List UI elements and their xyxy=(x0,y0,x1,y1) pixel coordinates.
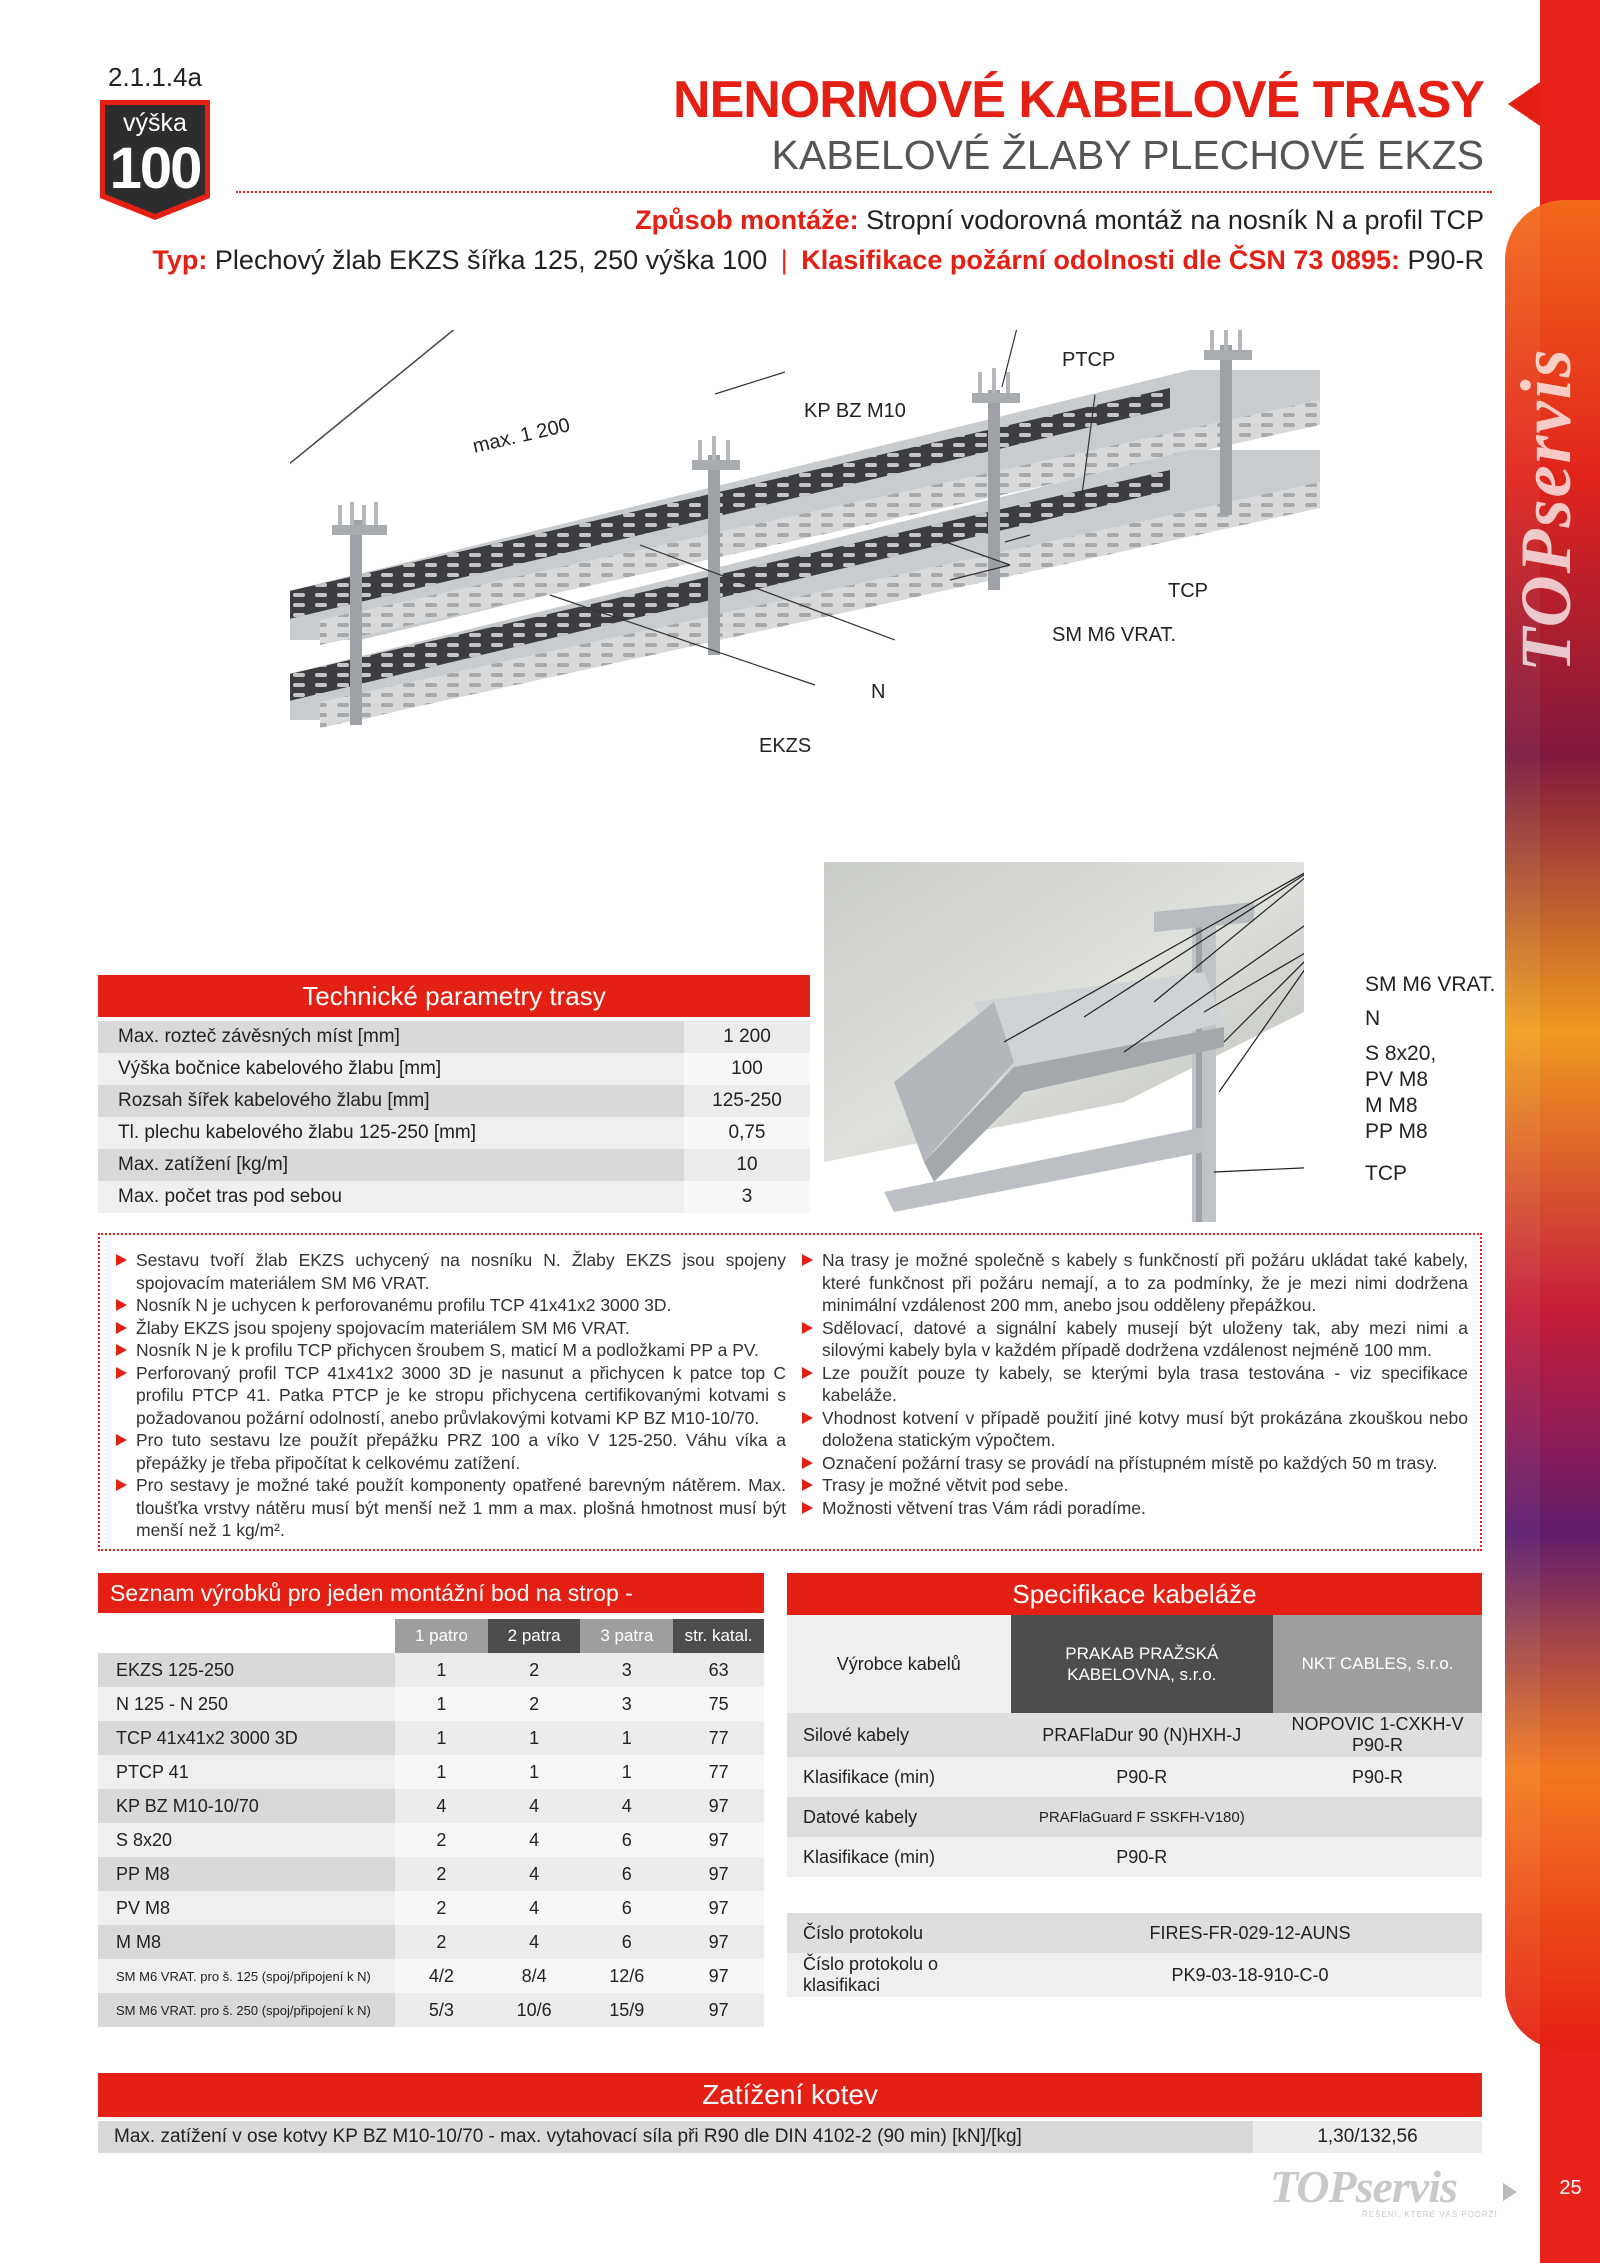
cable-tray-diagram xyxy=(290,330,1360,790)
anchor-load-value: 1,30/132,56 xyxy=(1253,2121,1482,2153)
column-header: 3 patra xyxy=(580,1619,673,1653)
callout-ptcp: PTCP xyxy=(1062,349,1116,371)
cable-spec-table xyxy=(787,1615,1482,1877)
column-header: 2 patra xyxy=(488,1619,581,1653)
list-item: Žlaby EKZS jsou spojeny spojovacím materiálem SM M6 VRAT. xyxy=(114,1317,786,1340)
notes-left xyxy=(114,1249,786,1542)
list-item: Nosník N je uchycen k perforovanému profilu TCP 41x41x2 3000 3D. xyxy=(114,1294,786,1317)
column-header: str. katal. xyxy=(673,1619,764,1653)
table-row xyxy=(98,1085,810,1117)
param-value: 0,75 xyxy=(684,1117,810,1149)
table-row xyxy=(98,1181,810,1213)
param-label: Výška bočnice kabelového žlabu [mm] xyxy=(98,1053,684,1085)
column-header: 1 patro xyxy=(395,1619,488,1653)
list-item: Sdělovací, datové a signální kabely musejí být uloženy tak, aby mezi nimi a silovými kabely byla v každém případě dodržena vzdálenost nejméně 100 mm. xyxy=(800,1317,1468,1362)
table-row: Číslo protokolu FIRES-FR-029-12-AUNS xyxy=(787,1913,1482,1953)
type-line xyxy=(152,245,1484,276)
param-label: Rozsah šířek kabelového žlabu [mm] xyxy=(98,1085,684,1117)
table-header-row xyxy=(98,1619,764,1653)
param-value: 125-250 xyxy=(684,1085,810,1117)
param-label: Max. zatížení [kg/m] xyxy=(98,1149,684,1181)
separator: | xyxy=(780,245,788,275)
photo-callout-tcp: TCP xyxy=(1365,1162,1407,1185)
section-code: 2.1.1.4a xyxy=(108,62,202,92)
product-list-title: Seznam výrobků pro jeden montážní bod na strop - xyxy=(98,1573,764,1613)
photo-callout-m-m8: M M8 xyxy=(1365,1094,1418,1117)
param-value: 3 xyxy=(684,1181,810,1213)
badge-number: 100 xyxy=(109,136,201,201)
classification-value: P90-R xyxy=(1399,245,1484,275)
table-row: PP M8 2 4 6 97 xyxy=(98,1857,764,1891)
anchor-load-row xyxy=(98,2121,1482,2153)
protocol-table xyxy=(787,1913,1482,1997)
table-header-row xyxy=(787,1615,1482,1713)
photo-callout-pv-m8: PV M8 xyxy=(1365,1068,1429,1091)
anchor-load-label: Max. zatížení v ose kotvy KP BZ M10-10/70 - max. vytahovací síla při R90 dle DIN 4102-2 (90 min) [kN]/[kg] xyxy=(98,2121,1253,2153)
page-subtitle: KABELOVÉ ŽLABY PLECHOVÉ EKZS xyxy=(771,132,1484,178)
list-item: Perforovaný profil TCP 41x41x2 3000 3D je nasunut a přichycen k patce top C profilu PTCP 41. Patka PTCP je ke stropu přichycena certifikovanými kotvami s požadovanou požární odolností, anebo průvlakovými kotvami KP BZ M10-10/70. xyxy=(114,1362,786,1430)
table-row: Klasifikace (min) P90-R P90-R xyxy=(787,1757,1482,1797)
maker-prakab: PRAKAB PRAŽSKÁ KABELOVNA, s.r.o. xyxy=(1011,1615,1273,1713)
photo-callout-pp-m8: PP M8 xyxy=(1365,1120,1428,1143)
param-label: Max. počet tras pod sebou xyxy=(98,1181,684,1213)
technical-parameters-title: Technické parametry trasy xyxy=(98,975,810,1017)
footer-tagline: ŘEŠENÍ, KTERÉ VÁS PODRŽÍ xyxy=(1362,2210,1498,2219)
list-item: Vhodnost kotvení v případě použití jiné kotvy musí být prokázána zkouškou nebo doložena statickým výpočtem. xyxy=(800,1407,1468,1452)
table-row: Silové kabely PRAFlaDur 90 (N)HXH-J NOPOVIC 1-CXKH-V P90-R xyxy=(787,1713,1482,1757)
param-value: 1 200 xyxy=(684,1021,810,1053)
product-list-table xyxy=(98,1619,764,2027)
maker-label: Výrobce kabelů xyxy=(787,1615,1011,1713)
table-row: S 8x20 2 4 6 97 xyxy=(98,1823,764,1857)
table-row: PV M8 2 4 6 97 xyxy=(98,1891,764,1925)
param-value: 10 xyxy=(684,1149,810,1181)
photo-callout-n: N xyxy=(1365,1007,1381,1030)
dimension-label: max. 1 200 xyxy=(470,414,573,458)
callout-kp-bz: KP BZ M10 xyxy=(804,400,906,422)
cable-spec-title: Specifikace kabeláže xyxy=(787,1573,1482,1615)
notes-right xyxy=(800,1249,1468,1519)
table-row xyxy=(98,1149,810,1181)
table-row: M M8 2 4 6 97 xyxy=(98,1925,764,1959)
page-number: 25 xyxy=(1559,2177,1582,2199)
list-item: Pro sestavy je možné také použít komponenty opatřené barevným nátěrem. Max. tloušťka vrstvy nátěru musí být menší než 1 mm a max. plošná hmotnost musí být menší než 1 kg/m². xyxy=(114,1474,786,1542)
list-item: Označení požární trasy se provádí na přístupném místě po každých 50 m trasy. xyxy=(800,1452,1468,1475)
param-label: Max. rozteč závěsných míst [mm] xyxy=(98,1021,684,1053)
photo-callout-s8x20: S 8x20, xyxy=(1365,1042,1437,1065)
header-divider xyxy=(236,191,1492,193)
footer-logo: TOPservis xyxy=(1270,2161,1457,2212)
table-row: N 125 - N 250 1 2 3 75 xyxy=(98,1687,764,1721)
table-row: PTCP 41 1 1 1 77 xyxy=(98,1755,764,1789)
maker-nkt: NKT CABLES, s.r.o. xyxy=(1273,1615,1482,1713)
table-row xyxy=(98,1117,810,1149)
list-item: Pro tuto sestavu lze použít přepážku PRZ 100 a víko V 125-250. Váhu víka a přepážky je třeba připočítat k celkovému zatížení. xyxy=(114,1429,786,1474)
notes-box xyxy=(98,1233,1482,1551)
list-item: Na trasy je možné společně s kabely s funkčností při požáru ukládat také kabely, které funkčnost při požáru nemají, a to za podmínky, že je mezi nimi dodržena minimální vzdálenost 200 mm, anebo jsou odděleny přepážkou. xyxy=(800,1249,1468,1317)
param-value: 100 xyxy=(684,1053,810,1085)
callout-sm-m6: SM M6 VRAT. xyxy=(1052,624,1177,646)
table-row: KP BZ M10-10/70 4 4 4 97 xyxy=(98,1789,764,1823)
mounting-label: Způsob montáže: xyxy=(635,205,859,235)
mounting-method xyxy=(635,205,1484,236)
list-item: Nosník N je k profilu TCP přichycen šroubem S, maticí M a podložkami PP a PV. xyxy=(114,1339,786,1362)
type-value: Plechový žlab EKZS šířka 125, 250 výška 100 xyxy=(207,245,768,275)
table-row: SM M6 VRAT. pro š. 125 (spoj/připojení k N) 4/2 8/4 12/6 97 xyxy=(98,1959,764,1993)
header-arrow-notch xyxy=(1508,82,1540,126)
list-item: Možnosti větvení tras Vám rádi poradíme. xyxy=(800,1497,1468,1520)
table-row xyxy=(98,1021,810,1053)
table-row xyxy=(98,1053,810,1085)
badge-label: výška xyxy=(123,109,187,137)
technical-parameters xyxy=(98,975,810,1213)
footer-arrow-icon xyxy=(1503,2183,1517,2201)
page-title: NENORMOVÉ KABELOVÉ TRASY xyxy=(673,71,1484,129)
table-row: Datové kabely PRAFlaGuard F SSKFH-V180) xyxy=(787,1797,1482,1837)
table-row: TCP 41x41x2 3000 3D 1 1 1 77 xyxy=(98,1721,764,1755)
table-row: SM M6 VRAT. pro š. 250 (spoj/připojení k N) 5/3 10/6 15/9 97 xyxy=(98,1993,764,2027)
classification-label: Klasifikace požární odolnosti dle ČSN 73 0895: xyxy=(801,245,1400,275)
table-row: EKZS 125-250 1 2 3 63 xyxy=(98,1653,764,1687)
callout-tcp: TCP xyxy=(1168,580,1208,602)
mounting-photo xyxy=(824,862,1304,1222)
table-row: Číslo protokolu o klasifikaci PK9-03-18-910-C-0 xyxy=(787,1953,1482,1997)
type-label: Typ: xyxy=(152,245,208,275)
callout-n: N xyxy=(871,681,886,703)
callout-ekzs: EKZS xyxy=(759,735,812,757)
photo-callout-sm-m6: SM M6 VRAT. xyxy=(1365,973,1496,996)
list-item: Sestavu tvoří žlab EKZS uchycený na nosníku N. Žlaby EKZS jsou spojeny spojovacím materiálem SM M6 VRAT. xyxy=(114,1249,786,1294)
anchor-load-title: Zatížení kotev xyxy=(98,2073,1482,2117)
param-label: Tl. plechu kabelového žlabu 125-250 [mm] xyxy=(98,1117,684,1149)
list-item: Trasy je možné větvit pod sebe. xyxy=(800,1474,1468,1497)
side-brand-logo: TOPservis xyxy=(1506,347,1586,673)
list-item: Lze použít pouze ty kabely, se kterými byla trasa testována - viz specifikace kabeláže. xyxy=(800,1362,1468,1407)
table-row: Klasifikace (min) P90-R xyxy=(787,1837,1482,1877)
mounting-value: Stropní vodorovná montáž na nosník N a profil TCP xyxy=(858,205,1484,235)
